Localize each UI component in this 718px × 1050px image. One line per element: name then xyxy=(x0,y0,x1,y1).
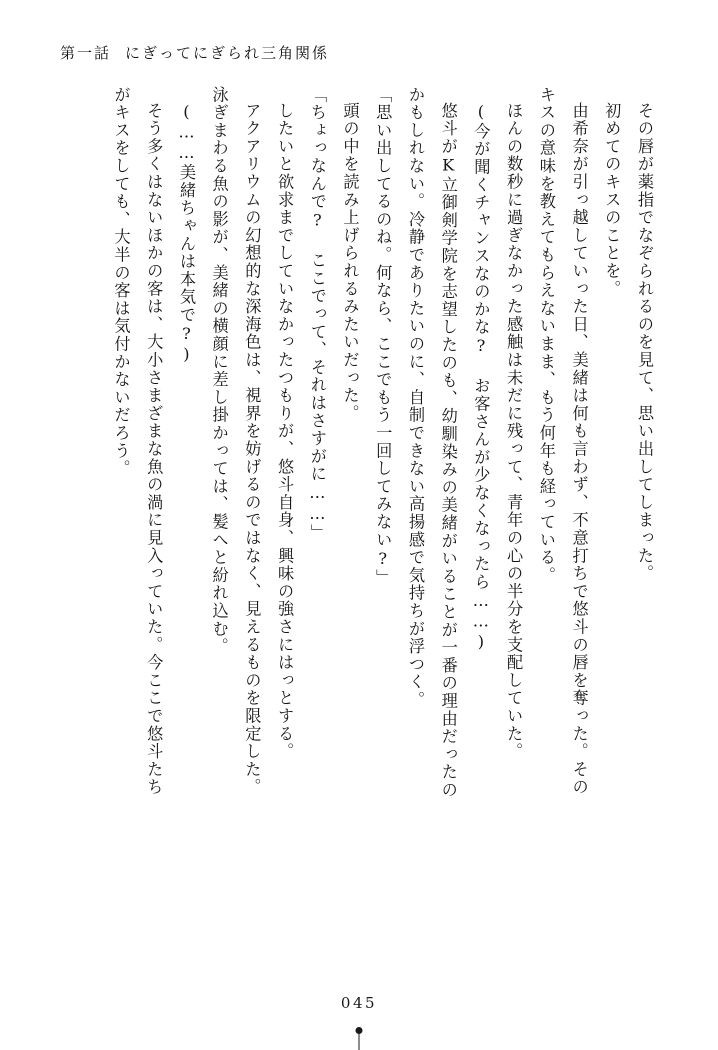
paragraph: 頭の中を読み上げられるみたいだった。 xyxy=(340,102,360,423)
chapter-number: 第一話 xyxy=(60,44,112,62)
paragraph: かもしれない。冷静でありたいのに、自制できない高揚感で気持ちが浮つく。 xyxy=(405,86,425,709)
paragraph: (……美緒ちゃんは本気で?) xyxy=(176,102,196,366)
paragraph: (今が聞くチャンスなのかな? お客さんが少なくなったら……) xyxy=(471,102,491,653)
page-number: 045 xyxy=(340,994,378,1012)
paragraph: したいと欲求までしていなかったつもりが、悠斗自身、興味の強さにはっとする。 xyxy=(275,102,295,761)
page-marker-dot xyxy=(356,1027,363,1034)
paragraph: 悠斗がK立御剣学院を志望したのも、幼馴染みの美緒がいることが一番の理由だったの xyxy=(438,102,458,800)
paragraph: その唇が薬指でなぞられるのを見て、思い出してしまった。 xyxy=(635,102,654,583)
running-head xyxy=(60,42,329,63)
paragraph: がキスをしても、大半の客は気付かないだろう。 xyxy=(111,86,131,478)
paragraph: 由希奈が引っ越していった日、美緒は何も言わず、不意打ちで悠斗の唇を奪った。その xyxy=(569,102,589,797)
chapter-title: にぎってにぎられ三角関係 xyxy=(125,44,330,62)
body-text xyxy=(104,86,660,966)
paragraph: 泳ぎまわる魚の影が、美緒の横顔に差し掛かっては、髪へと紛れ込む。 xyxy=(209,86,229,656)
paragraph: 初めてのキスのことを。 xyxy=(602,102,622,298)
paragraph: キスの意味を教えてもらえないまま、もう何年も経っている。 xyxy=(536,86,556,585)
paragraph: 「思い出してるのね。何なら、ここでもう一回してみない?」 xyxy=(373,86,393,588)
paragraph: アクアリウムの幻想的な深海色は、視界を妨げるのではなく、見えるものを限定した。 xyxy=(242,102,262,797)
paragraph: 「ちょっなんで? ここでって、それはさすがに……」 xyxy=(307,86,327,543)
page-marker-rule xyxy=(359,1034,360,1050)
paragraph: そう多くはないほかの客は、大小さまざまな魚の渦に見入っていた。今ここで悠斗たち xyxy=(144,102,164,797)
paragraph: ほんの数秒に過ぎなかった感触は未だに残って、青年の心の半分を支配していた。 xyxy=(504,102,524,761)
